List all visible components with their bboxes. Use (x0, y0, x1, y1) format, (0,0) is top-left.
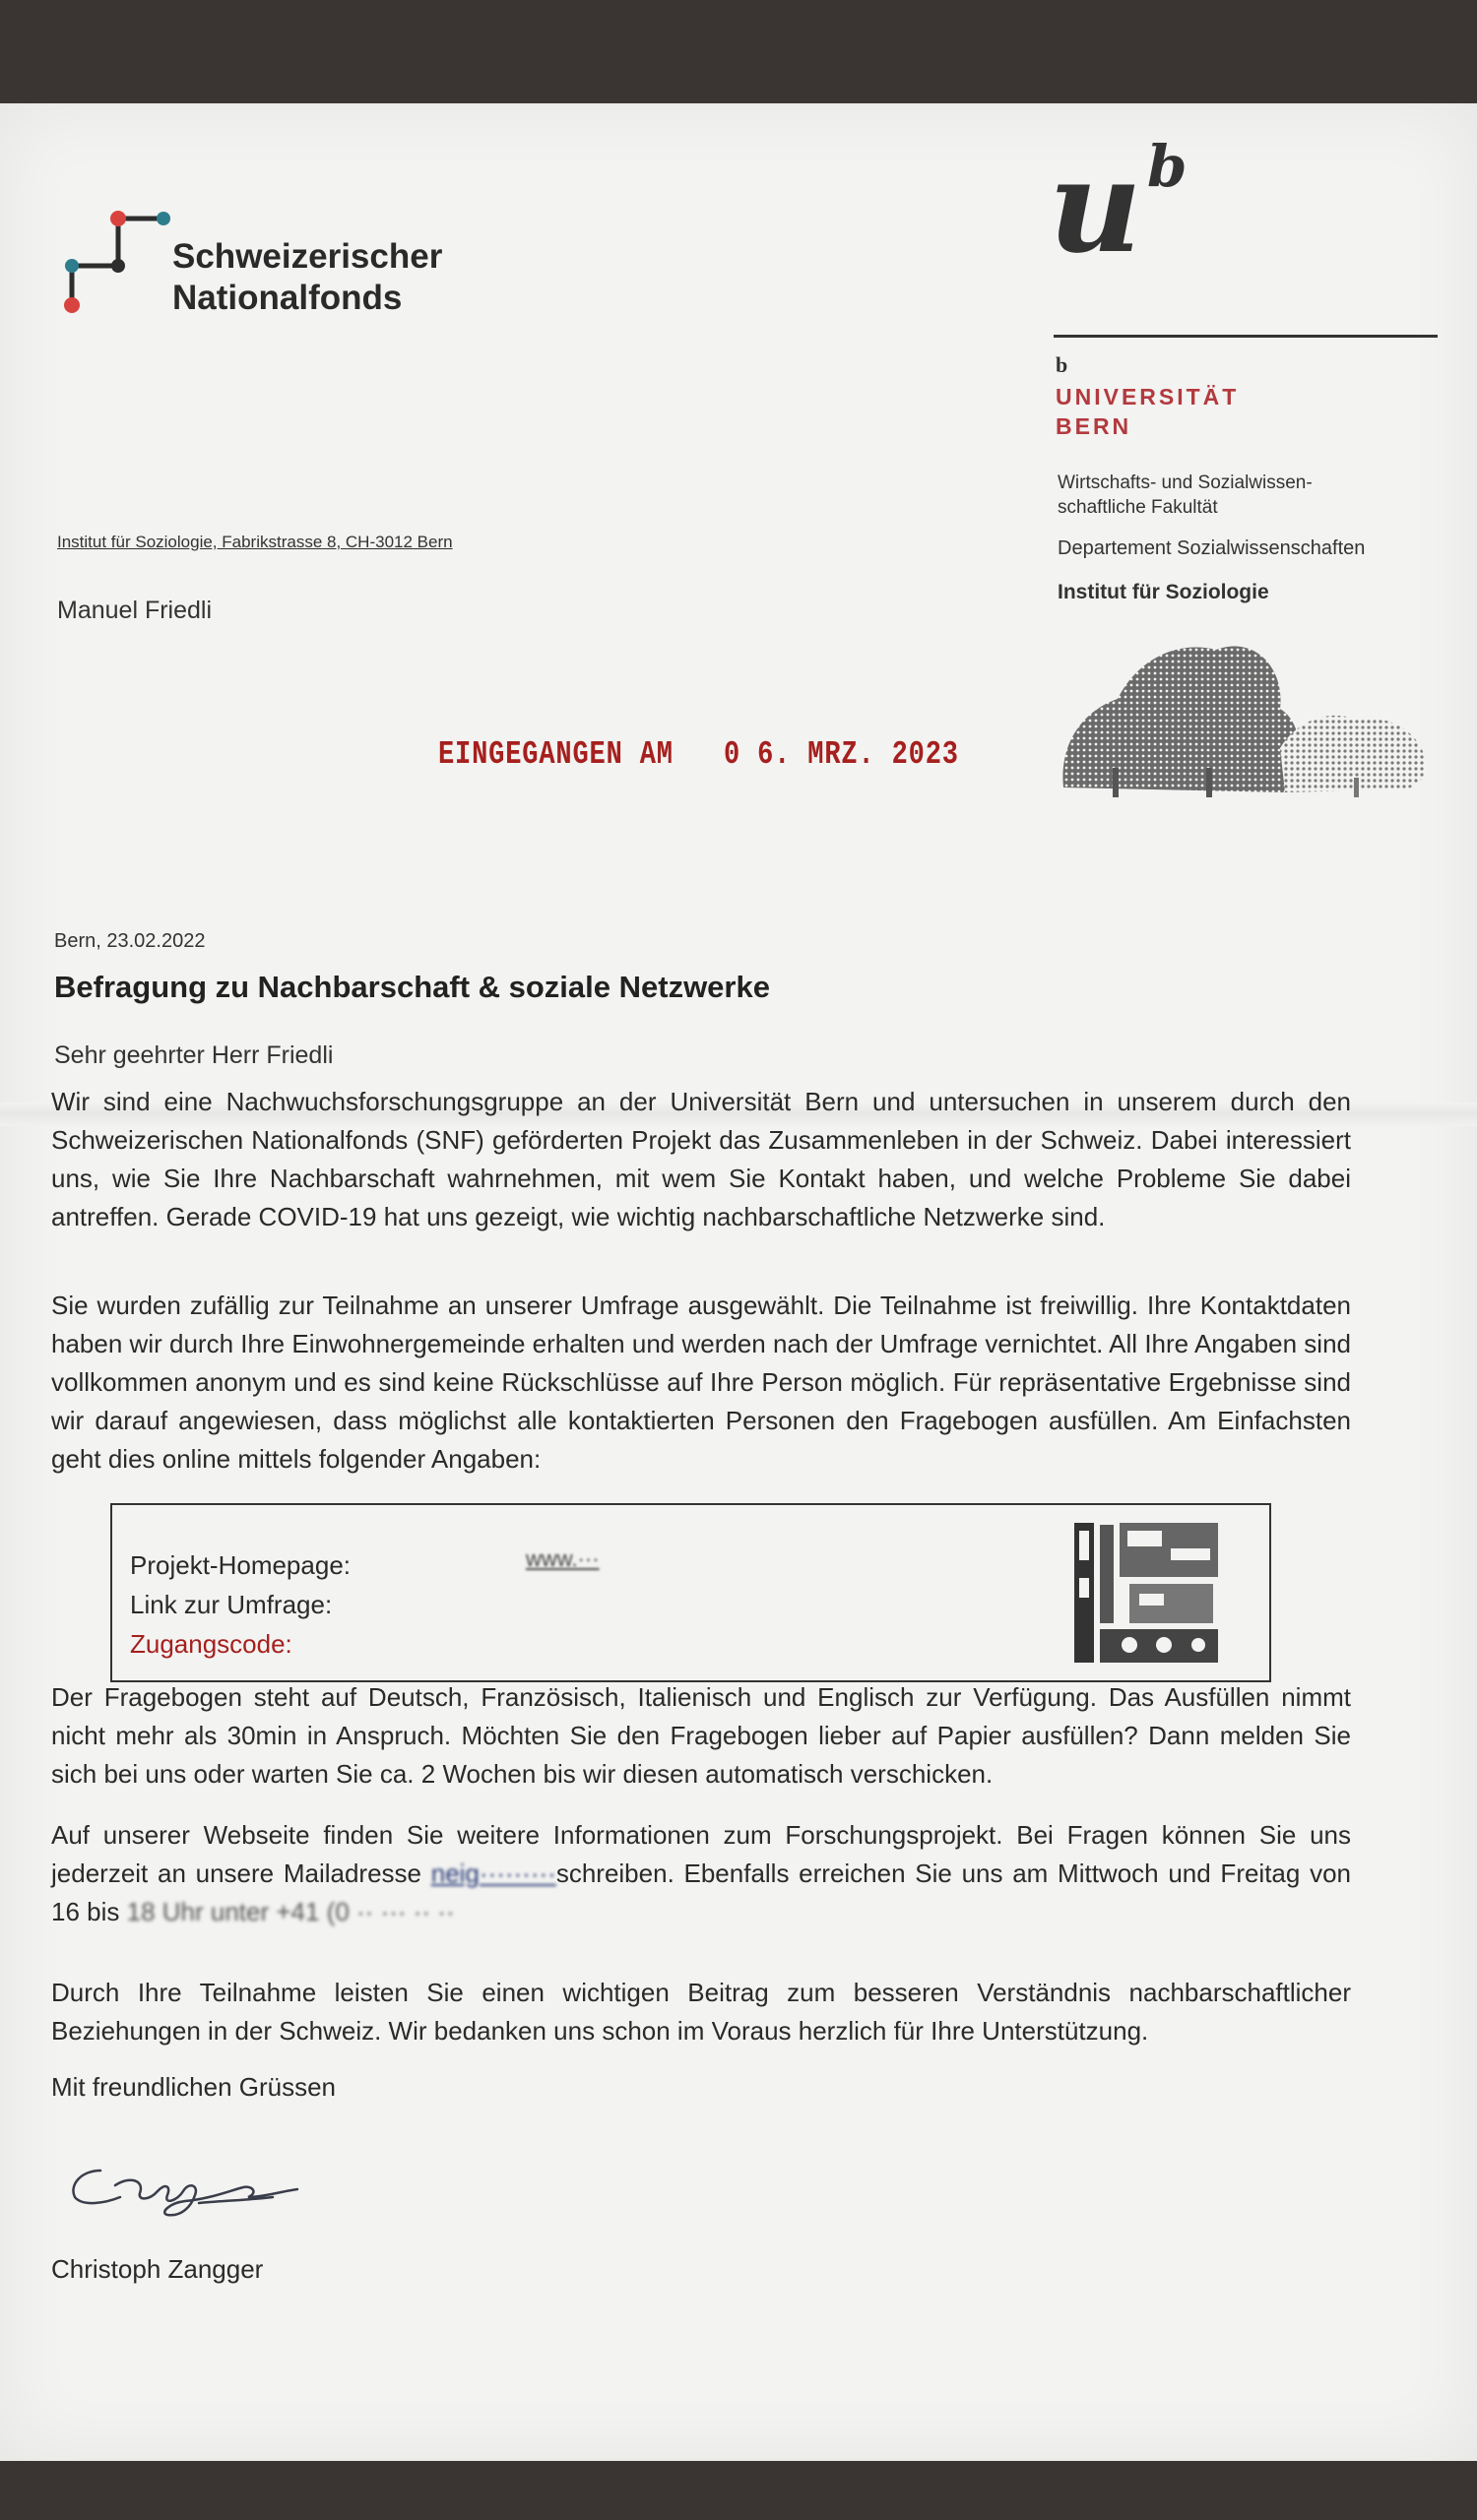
department-name: Departement Sozialwissenschaften (1058, 537, 1366, 559)
faculty-name: Wirtschafts- und Sozialwissen- schaftliche Fakultät (1058, 472, 1313, 518)
access-info-box (110, 1503, 1271, 1682)
unibe-logo (1049, 131, 1188, 282)
paragraph-1: Wir sind eine Nachwuchsforschungsgruppe an der Universität Bern und untersuchen in unserem durch den Schweizerischen Nationalfonds (SNF) geförderten Projekt das Zusammenleben in der Schweiz. Dabei interessiert uns, wie Sie Ihre Nachbarschaft wahrnehmen, mit wem Sie Kontakt haben, und welche Probleme Sie dabei antreffen. Gerade COVID-19 hat uns gezeigt, wie wichtig nachbarschaftliche Netzwerke sind. (51, 1087, 1351, 1231)
unibe-small-b: b (1056, 352, 1068, 377)
paragraph-3: Der Fragebogen steht auf Deutsch, Französisch, Italienisch und Englisch zur Verfügung. Das Ausfüllen nimmt nicht mehr als 30min in Anspruch. Möchten Sie den Fragebogen lieber auf Papier ausfüllen? Dann melden Sie sich bei uns oder warten Sie ca. 2 Wochen bis wir diesen automatisch verschicken. (51, 1682, 1351, 1789)
letter-subject: Befragung zu Nachbarschaft & soziale Netzwerke (54, 970, 770, 1004)
tree-illustration-icon (1059, 630, 1433, 807)
homepage-label: Projekt-Homepage: (130, 1550, 351, 1580)
unibe-divider (1054, 335, 1438, 338)
signature-icon (61, 2146, 317, 2235)
snf-logo-icon (57, 207, 175, 325)
email-link[interactable]: neig········· (430, 1858, 556, 1888)
phone-number: 18 Uhr unter +41 (0 ·· ··· ·· ·· (126, 1897, 455, 1926)
unibe-logo-u: u (1049, 131, 1142, 282)
unibe-name: UNIVERSITÄT BERN (1056, 384, 1240, 439)
letter-paper (0, 103, 1477, 2461)
institute-name: Institut für Soziologie (1058, 581, 1269, 603)
salutation: Sehr geehrter Herr Friedli (54, 1041, 334, 1069)
stamp-date: 0 6. MRZ. 2023 (724, 736, 959, 773)
closing: Mit freundlichen Grüssen (51, 2072, 337, 2102)
signer-name: Christoph Zangger (51, 2254, 264, 2284)
letter-date: Bern, 23.02.2022 (54, 930, 206, 952)
paragraph-4: Auf unserer Webseite finden Sie weitere Informationen zum Forschungsprojekt. Bei Fragen können Sie uns jederzeit an unsere Mailadresse neig·········schreiben. Ebenfalls erreichen Sie uns am Mittwoch und Freitag von 16 bis 18 Uhr unter +41 (0 ·· ··· ·· ·· (51, 1820, 1351, 1926)
received-stamp (438, 736, 959, 773)
unibe-logo-b: b (1147, 133, 1188, 200)
access-code-label: Zugangscode: (130, 1629, 292, 1659)
qr-code-icon (1070, 1519, 1223, 1667)
paragraph-5: Durch Ihre Teilnahme leisten Sie einen wichtigen Beitrag zum besseren Verständnis nachbarschaftlicher Beziehungen in der Schweiz. Wir bedanken uns schon im Voraus herzlich für Ihre Unterstützung. (51, 1978, 1351, 2046)
sender-address: Institut für Soziologie, Fabrikstrasse 8, CH-3012 Bern (57, 533, 453, 551)
homepage-link[interactable]: www.··· (526, 1546, 600, 1571)
snf-name: Schweizerischer Nationalfonds (172, 237, 443, 317)
stamp-label: EINGEGANGEN AM (438, 736, 674, 773)
recipient-name: Manuel Friedli (57, 597, 213, 624)
survey-link-label: Link zur Umfrage: (130, 1590, 333, 1619)
paragraph-2: Sie wurden zufällig zur Teilnahme an unserer Umfrage ausgewählt. Die Teilnahme ist freiwillig. Ihre Kontaktdaten haben wir durch Ihre Einwohnergemeinde erhalten und werden nach der Umfrage vernichtet. All Ihre Angaben sind vollkommen anonym und es sind keine Rückschlüsse auf Ihre Person möglich. Für repräsentative Ergebnisse sind wir darauf angewiesen, dass möglichst alle kontaktierten Personen den Fragebogen ausfüllen. Am Einfachsten geht dies online mittels folgender Angaben: (51, 1291, 1351, 1474)
